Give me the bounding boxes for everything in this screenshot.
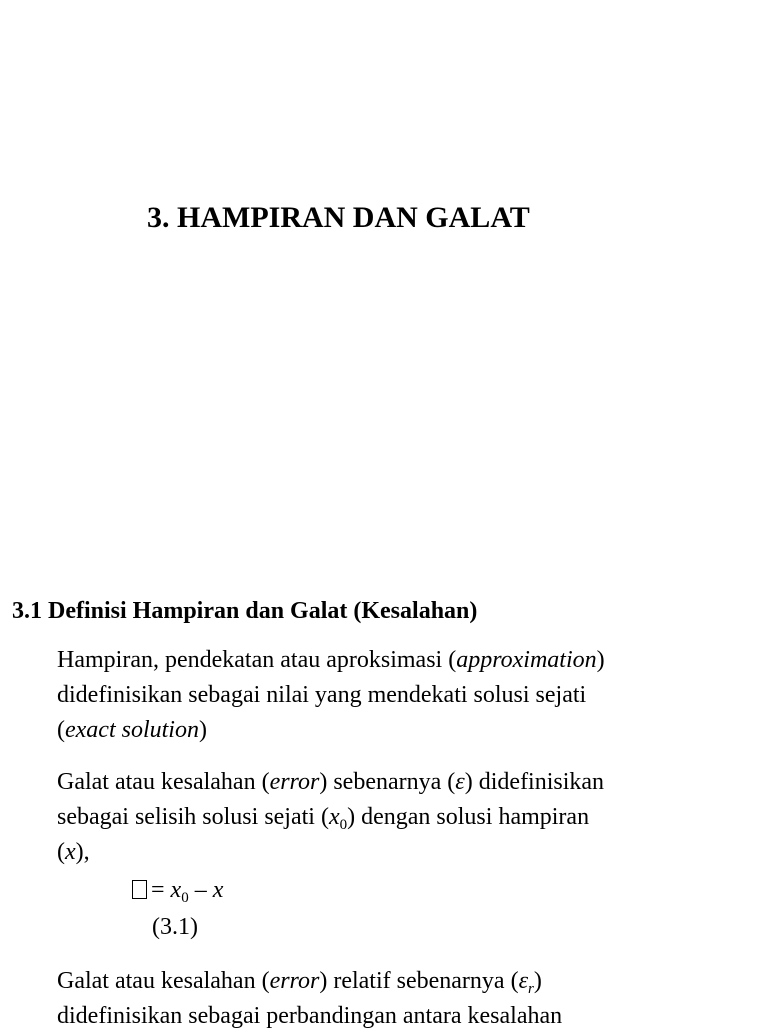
paragraph-line [57, 765, 604, 800]
text-span: ) [596, 647, 605, 673]
text-span: Galat atau kesalahan ( [57, 769, 270, 795]
equation-equals: = [151, 877, 171, 903]
text-span: Hampiran, pendekatan atau aproksimasi ( [57, 647, 457, 673]
math-variable: r [528, 981, 534, 997]
text-span: ( [57, 717, 65, 743]
paragraph-line: didefinisikan sebagai nilai yang mendekati solusi sejati [57, 682, 587, 708]
text-span: ) didefinisikan [464, 769, 605, 795]
missing-glyph-icon [132, 880, 147, 899]
paragraph-line [57, 800, 604, 835]
epsilon-symbol: ε [518, 968, 529, 994]
text-span: ) sebenarnya ( [319, 769, 456, 795]
math-variable: x [65, 839, 76, 865]
chapter-title: 3. HAMPIRAN DAN GALAT [147, 201, 530, 234]
math-subscript: 0 [339, 817, 348, 833]
italic-term: error [269, 769, 320, 795]
paragraph-galat-definition [57, 765, 604, 870]
text-span: ), [75, 839, 90, 865]
paragraph-line: didefinisikan sebagai perbandingan antara kesalahan [57, 1003, 563, 1029]
equation-minus: – [188, 877, 213, 903]
italic-term: error [269, 968, 320, 994]
paragraph-line [57, 964, 562, 999]
math-variable: x [170, 877, 182, 903]
equation-number: (3.1) [152, 914, 198, 940]
section-heading: 3.1 Definisi Hampiran dan Galat (Kesalahan) [12, 598, 478, 624]
text-span: ) dengan solusi hampiran [347, 804, 590, 830]
math-subscript: 0 [181, 890, 189, 906]
italic-term: approximation [456, 647, 597, 673]
paragraph-hampiran-definition [57, 643, 605, 748]
text-span: ) relatif sebenarnya ( [319, 968, 519, 994]
text-span: Galat atau kesalahan ( [57, 968, 270, 994]
math-variable: x [328, 804, 340, 830]
paragraph-line [57, 835, 604, 870]
paragraph-line [57, 643, 605, 678]
text-span: sebagai selisih solusi sejati ( [57, 804, 329, 830]
text-span: ( [57, 839, 65, 865]
epsilon-symbol: ε [455, 769, 465, 795]
equation-3-1 [132, 877, 223, 904]
italic-term: exact solution [65, 717, 199, 743]
text-span: ) [198, 717, 207, 743]
paragraph-line [57, 713, 605, 748]
text-span: ) [533, 968, 542, 994]
math-variable: x [212, 877, 224, 903]
